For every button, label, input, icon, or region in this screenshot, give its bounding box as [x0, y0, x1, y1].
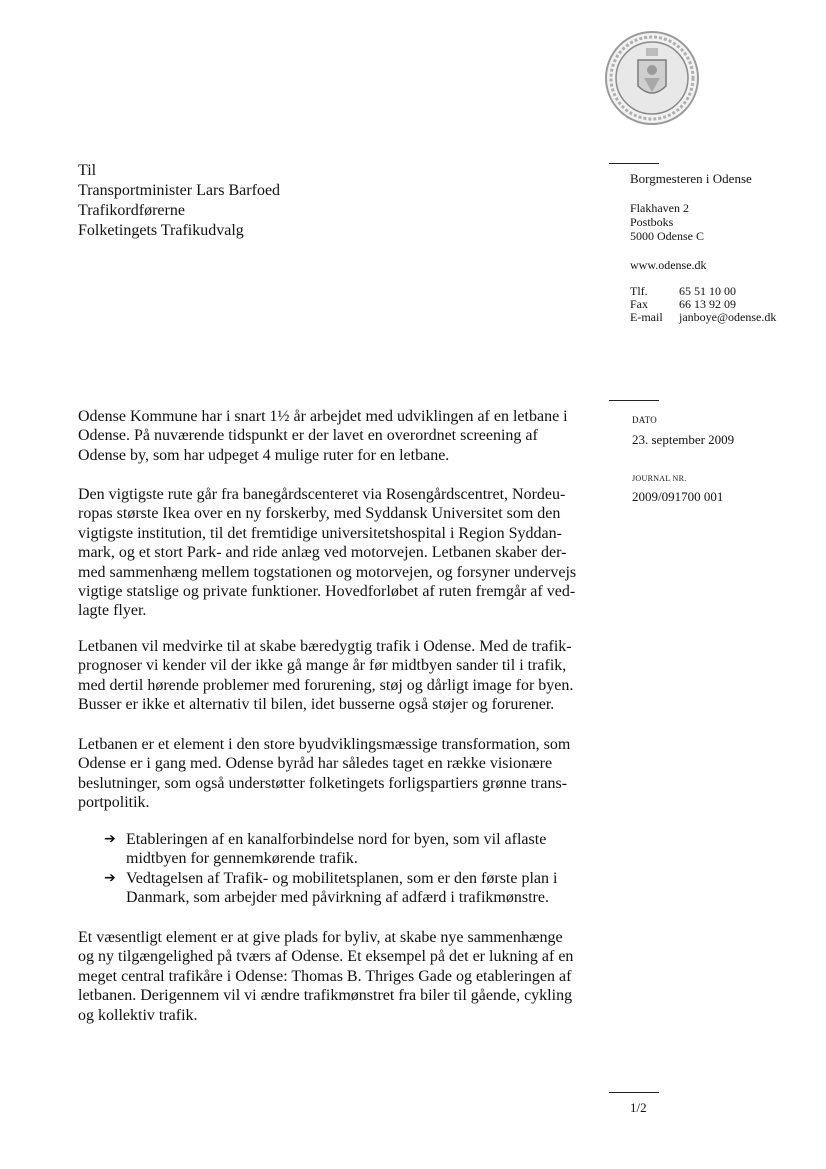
- sender-address: [630, 201, 704, 243]
- list-item: [104, 830, 614, 869]
- addressee-line: Transportminister Lars Barfoed: [78, 182, 281, 199]
- city-seal-icon: [604, 30, 700, 126]
- sender-website[interactable]: www.odense.dk: [630, 258, 707, 272]
- text-line: Letbanen vil medvirke til at skabe bæredygtig trafik i Odense. Med de trafik-: [78, 638, 572, 655]
- addressee-line: Trafikordførerne: [78, 202, 185, 219]
- text-line: midtbyen for gennemkørende trafik.: [126, 850, 358, 868]
- addressee-line: Til: [78, 162, 97, 179]
- text-line: Odense er i gang med. Odense byråd har således taget en række visionære: [78, 755, 553, 773]
- text-line: letbanen. Derigennem vil vi ændre trafikmønstret fra biler til gående, cykling: [78, 987, 573, 1005]
- divider: [609, 163, 659, 164]
- contact-email[interactable]: janboye@odense.dk: [679, 310, 777, 324]
- contact-label: E-mail: [630, 310, 663, 324]
- contact-table: [630, 285, 776, 324]
- contact-value: 66 13 92 09: [679, 297, 736, 311]
- arrow-right-icon: ➔: [104, 869, 116, 886]
- address-line: Flakhaven 2: [630, 201, 689, 215]
- contact-value: 65 51 10 00: [679, 284, 736, 298]
- body-paragraph: [78, 485, 618, 621]
- body-paragraph: [78, 407, 618, 465]
- contact-row: [630, 311, 776, 324]
- text-line: Odense by, som har udpeget 4 mulige ruter for en letbane.: [78, 446, 450, 464]
- text-line: beslutninger, som også understøtter folketingets forligspartiers grønne trans-: [78, 774, 568, 792]
- contact-label: Tlf.: [630, 284, 648, 298]
- text-line: Letbanen er et element i den store byudviklingsmæssige transformation, som: [78, 736, 571, 753]
- text-line: med dertil hørende problemer med forurening, støj og dårligt image for byen.: [78, 676, 574, 694]
- date-label: DATO: [632, 415, 658, 425]
- body-paragraph: [78, 637, 618, 715]
- addressee-line: Folketingets Trafikudvalg: [78, 222, 244, 239]
- text-line: portpolitik.: [78, 794, 150, 812]
- text-line: Etableringen af en kanalforbindelse nord for byen, som vil aflaste: [126, 831, 547, 848]
- text-line: mark, og et stort Park- and ride anlæg ved motorvejen. Letbanen skaber der-: [78, 544, 567, 562]
- date-value: 23. september 2009: [632, 432, 735, 447]
- list-item: [104, 869, 614, 908]
- text-line: Odense Kommune har i snart 1½ år arbejdet med udviklingen af en letbane i: [78, 408, 568, 425]
- body-paragraph: [78, 928, 618, 1025]
- divider: [609, 1092, 659, 1093]
- text-line: Busser er ikke et alternativ til bilen, idet busserne også støjer og forurener.: [78, 696, 555, 714]
- text-line: vigtige statslige og private funktioner. Hovedforløbet af ruten fremgår af ved-: [78, 583, 576, 601]
- text-line: og kollektiv trafik.: [78, 1006, 198, 1024]
- text-line: og ny tilgængelighed på tværs af Odense. Et eksempel på det er lukning af en: [78, 948, 574, 966]
- address-line: 5000 Odense C: [630, 229, 704, 243]
- text-line: med sammenhæng mellem togstationen og motorvejen, og forsyner undervejs: [78, 563, 577, 581]
- text-line: Danmark, som arbejder med påvirkning af adfærd i trafikmønstre.: [126, 889, 549, 907]
- text-line: Vedtagelsen af Trafik- og mobilitetsplanen, som er den første plan i: [126, 869, 558, 887]
- text-line: ropas største Ikea over en ny forskerby, med Syddansk Universitet som den: [78, 505, 561, 523]
- text-line: Den vigtigste rute går fra banegårdscenteret via Rosengårdscentret, Nordeu-: [78, 486, 566, 503]
- addressee-block: [78, 161, 280, 241]
- journal-number: 2009/091700 001: [632, 489, 724, 504]
- address-line: Postboks: [630, 215, 674, 229]
- body-paragraph: [78, 735, 618, 813]
- text-line: vigtigste institution, til det fremtidige universitetshospital i Region Syddan-: [78, 524, 562, 542]
- text-line: meget central trafikåre i Odense: Thomas B. Thriges Gade og etableringen af: [78, 967, 572, 985]
- text-line: lagte flyer.: [78, 602, 147, 620]
- text-line: Et væsentligt element er at give plads for byliv, at skabe nye sammenhænge: [78, 929, 563, 946]
- divider: [609, 400, 659, 401]
- journal-label: JOURNAL NR.: [632, 474, 687, 483]
- contact-label: Fax: [630, 297, 648, 311]
- sender-org: Borgmesteren i Odense: [630, 171, 752, 186]
- text-line: Odense. På nuværende tidspunkt er der lavet en overordnet screening af: [78, 427, 538, 445]
- arrow-right-icon: ➔: [104, 831, 116, 847]
- text-line: prognoser vi kender vil der ikke gå mange år før midtbyen sander til i trafik,: [78, 657, 567, 675]
- page-number: 1/2: [630, 1100, 647, 1115]
- bullet-list: [104, 830, 614, 908]
